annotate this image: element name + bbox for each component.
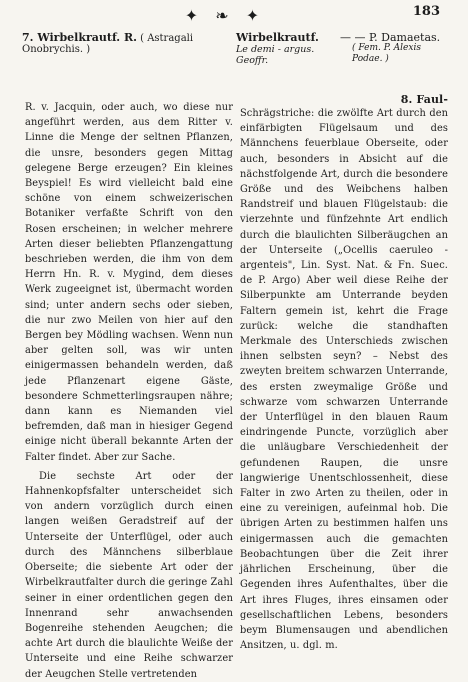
decorative-ornament: ✦ ❧ ✦ bbox=[184, 6, 266, 25]
right-text-column bbox=[240, 93, 448, 653]
paragraph: Die sechste Art oder der Hahnenkopfsfalter unterscheidet sich von andern vorzüglich durch einen langen weißen Geradstreif auf der Unterseite der Unterflügel, oder auch durch des Männchens silberblaue Oberseite; die siebente Art oder der Wirbelkrautfalter durch die geringe Zahl seiner in einer ordentlichen gegen den Innenrand sehr anwachsenden Bogenreihe stehenden Aeugchen; die achte Art durch die blaulichte Weiße der Unterseite und eine Reihe schwarzer der Aeugchen Stelle vertretenden bbox=[25, 470, 233, 680]
species-latin-left: ( Astragali Onobrychis. ) bbox=[22, 33, 194, 55]
section-label: 8. Faul- bbox=[400, 93, 448, 106]
species-latin-right: ( Fem. P. Alexis Podae. ) bbox=[352, 43, 421, 64]
paragraph: R. v. Jacquin, oder auch, wo diese nur angeführt werden, aus dem Ritter v. Linne die Menge der seltnen Pflanzen, die unsre, besonders gegen Mittag gelegene Berge erzeugen? Ein kleines Beyspiel! Es wird vielleicht bald eine schöne von einem schweizerischen Botaniker verfaßte Schrift von den Rosen erscheinen; in welcher mehrere Arten dieser beliebten Pflanzengattung beschrieben werden, die ihm von dem Herrn Hn. R. v. Mygind, dem dieses Werk zugeeignet ist, übermacht worden sind; unter andern sechs oder sieben, die nur zwo Meilen von hier auf den Bergen bey Mödling wachsen. Wenn nun aber gelten soll, was wir unten einigermassen behandeln werden, daß jede Pflanzenart eigene Gäste, besondere Schmetterlingsraupen nähre; dann kann es Niemanden viel befremden, daß man in hiesiger Gegend einige nicht überall bekannte Arten der Falter findet. Aber zur Sache. bbox=[25, 102, 233, 463]
header-middle bbox=[236, 32, 346, 66]
species-latin-middle: Le demi - argus. Geoffr. bbox=[236, 44, 315, 66]
left-text-column bbox=[25, 100, 233, 682]
paragraph: Schrägstriche: die zwölfte Art durch den einfärbigten Flügelsaum und des Männchens feuerblaue Oberseite, oder auch, besonders in Absicht auf die nächstfolgende Art, durch die besondere Größe und des Weibchens halben Randstreif und blauen Flügelstaub: die vierzehnte und fünfzehnte Art endlich durch die blaulichten Silberäugchen an der Unterseite („Ocellis caeruleo - argenteis", Lin. Syst. Nat. & Fn. Suec. de P. Argo) Aber weil diese Reihe der Silberpunkte am Unterrande beyden Faltern gemein ist, kehrt die Frage zurück: welche die standhaften Merkmale des Unterschieds zwischen ihnen selbsten seyn? – Nebst des zweyten breitem schwarzen Unterrande, des ersten zweymalige Größe und schwarze vom schwarzen Unterrande der Unterflügel in den blauen Raum eindringende Puncte, vorzüglich aber die unläugbare Verschiedenheit der gefundenen Raupen, die unsre langwierige Unentschlossenheit, diese Falter in zwo Arten zu theilen, oder in eine zu vereinigen, aufeinmal hob. Die übrigen Arten zu bestimmen halfen uns einigermassen auch die gemachten Beobachtungen über die Zeit ihrer jährlichen Erscheinung, über die Gegenden ihres Aufenthaltes, über die Art ihres Fluges, ihres einsamen oder gesellschaftlichen Lebens, besonders beym Blumensaugen und abendlichen Ansitzen, u. dgl. m. bbox=[240, 108, 448, 652]
header-left bbox=[22, 32, 222, 55]
species-heading-right: — — P. Damaetas. bbox=[340, 31, 441, 44]
species-heading-left: 7. Wirbelkrautf. R. bbox=[22, 31, 137, 44]
header-right bbox=[340, 32, 450, 65]
page-number: 183 bbox=[412, 4, 440, 19]
species-heading-middle: Wirbelkrautf. bbox=[236, 31, 319, 44]
